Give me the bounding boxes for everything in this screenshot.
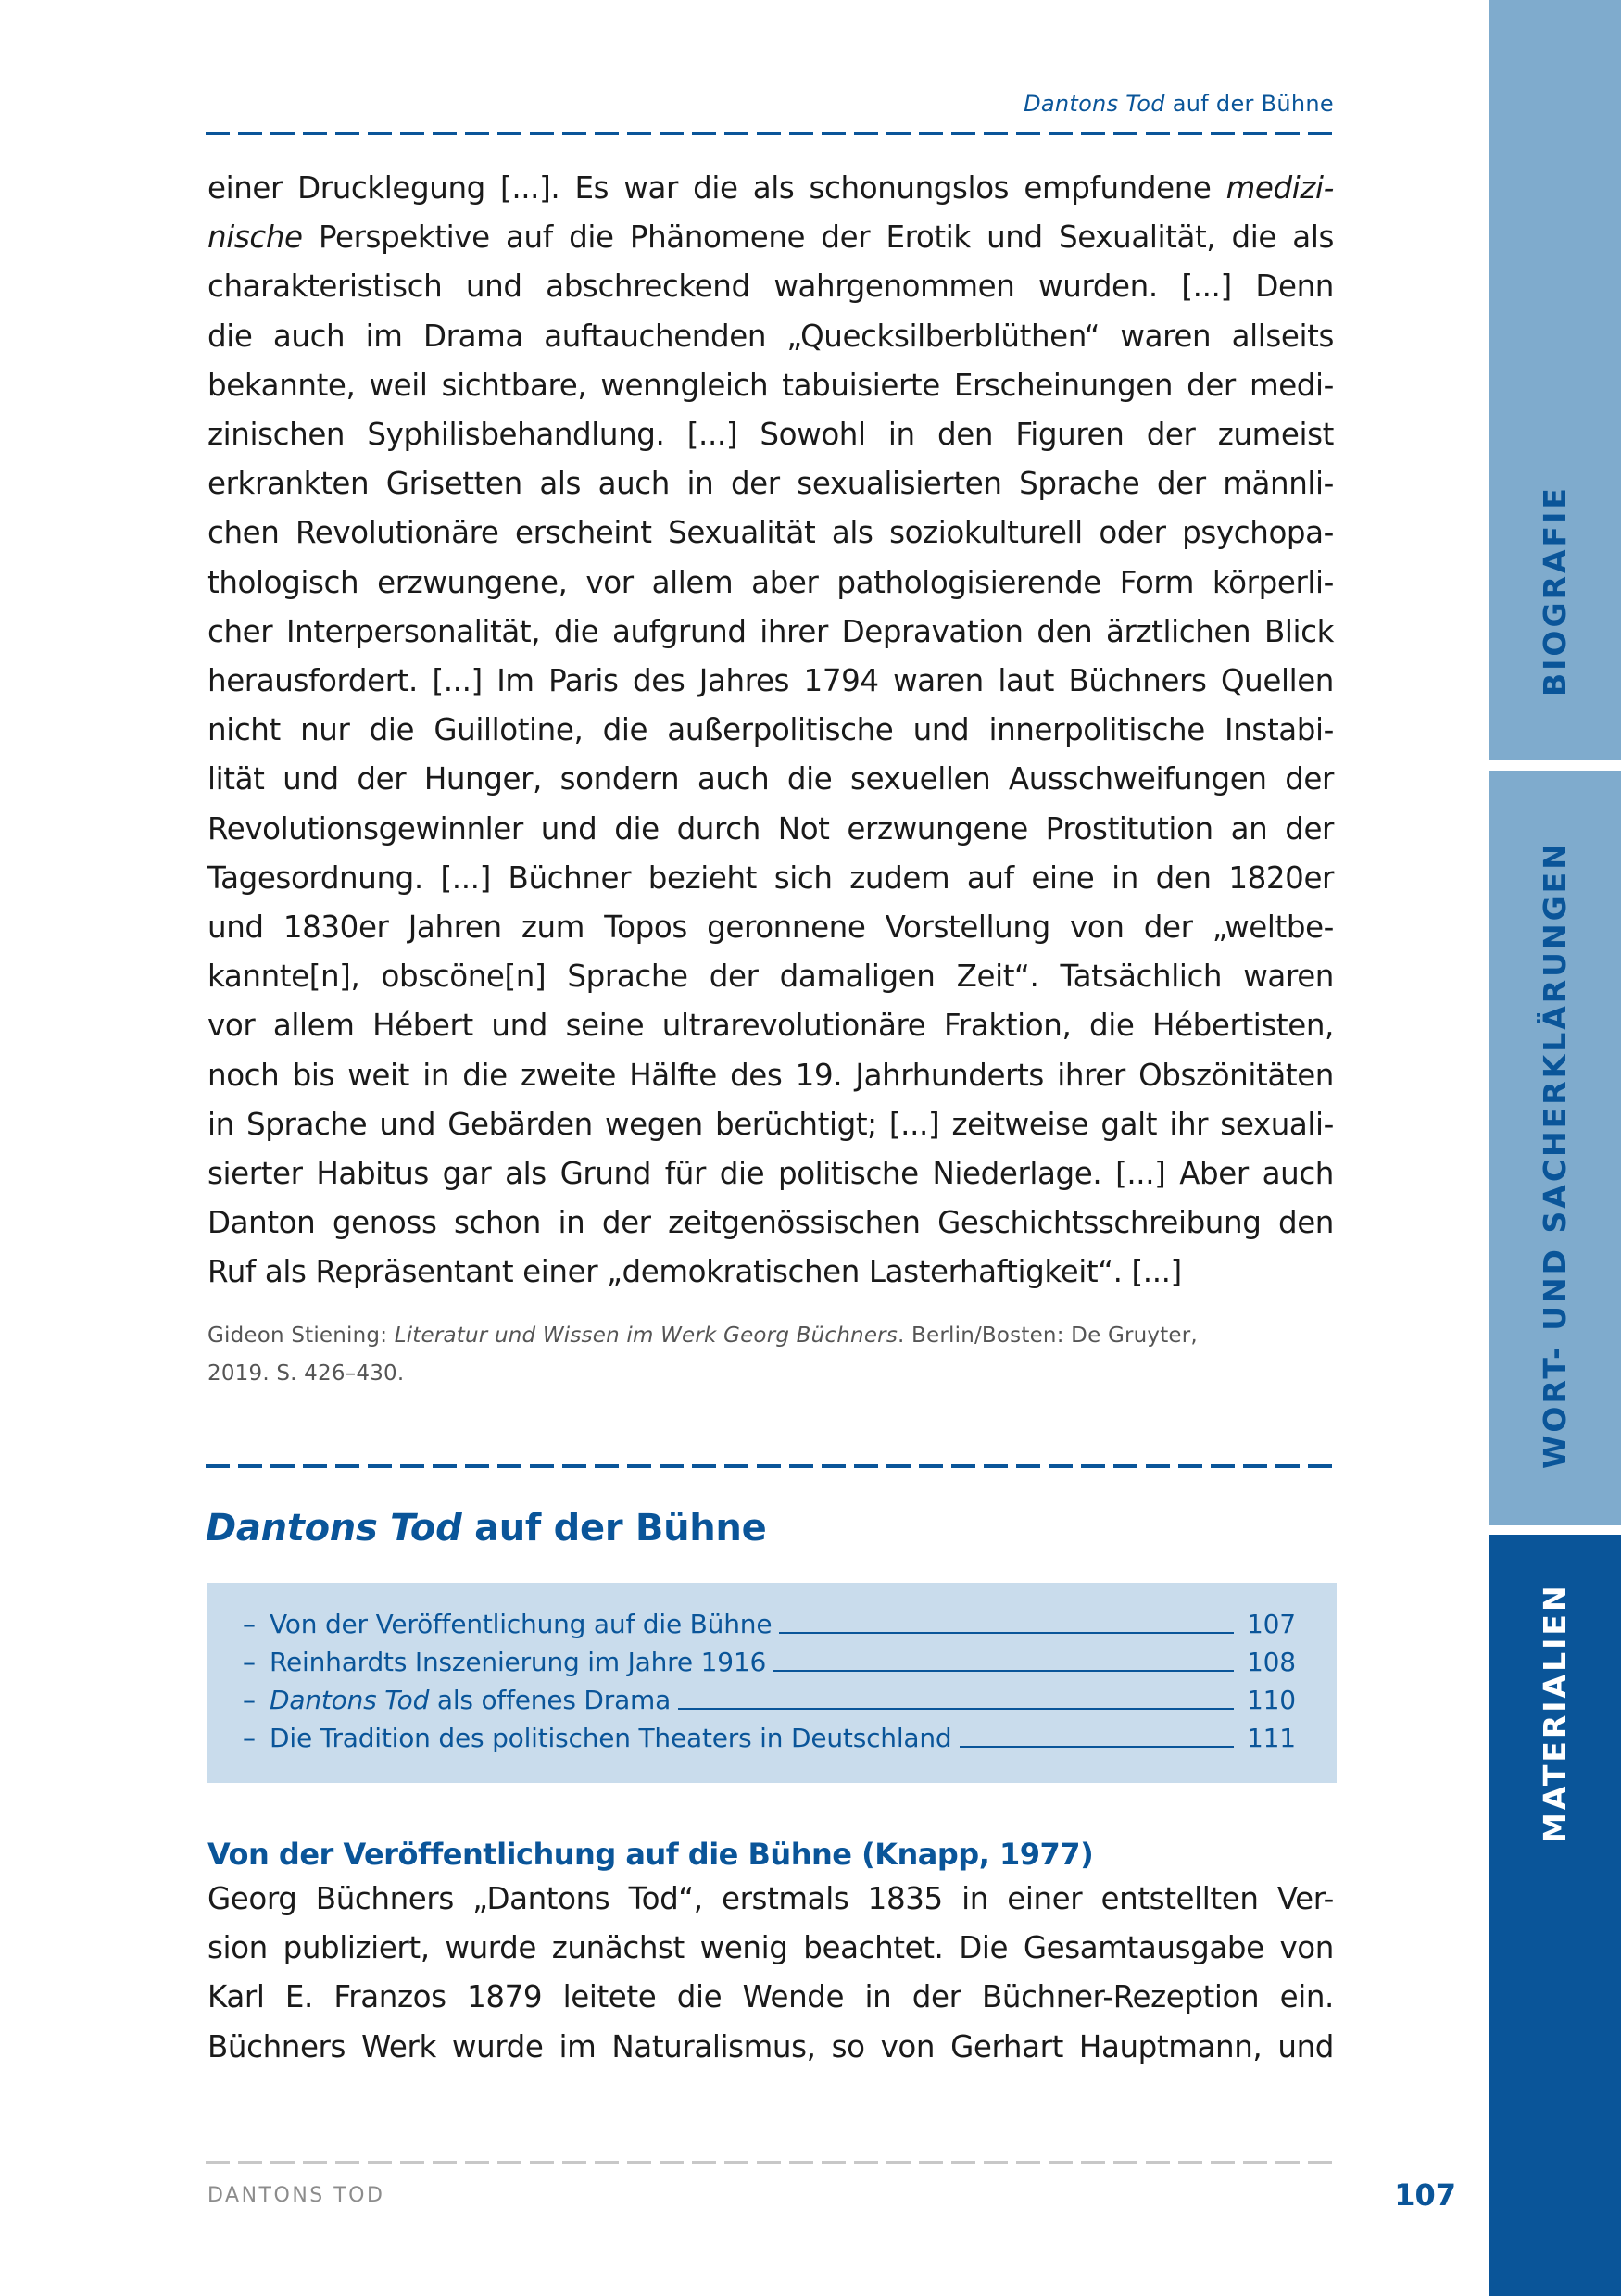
toc-label-text: Von der Veröffentlichung auf die Bühne — [270, 1609, 773, 1639]
toc-dash: – — [243, 1685, 256, 1715]
toc-item[interactable] — [243, 1643, 1295, 1681]
toc-label-text: als offenes Drama — [429, 1685, 672, 1715]
toc-page-number: 108 — [1247, 1647, 1296, 1677]
text-line — [207, 952, 1334, 1001]
text-line — [207, 213, 1334, 262]
section-heading-rest: auf der Bühne — [461, 1507, 767, 1549]
running-header-italic: Dantons Tod — [1024, 91, 1165, 117]
toc-label — [270, 1643, 766, 1681]
text-line — [207, 459, 1334, 508]
toc-label-italic: Dantons Tod — [270, 1685, 430, 1715]
side-tab-biografie[interactable] — [1489, 0, 1621, 760]
text-segment: thologisch erzwungene, vor allem aber pathologisierende Form körperli- — [207, 564, 1334, 600]
text-segment: vor allem Hébert und seine ultrarevolutionäre Fraktion, die Hébertisten, — [207, 1008, 1334, 1044]
citation-line-1 — [207, 1317, 1334, 1355]
citation-title: Literatur und Wissen im Werk Georg Büchners — [394, 1324, 898, 1348]
text-line — [207, 657, 1334, 706]
side-tab-label: MATERIALIEN — [1537, 1583, 1573, 1843]
text-segment: lität und der Hunger, sondern auch die sexuellen Ausschweifungen der — [207, 761, 1334, 797]
section-heading-italic: Dantons Tod — [206, 1507, 462, 1549]
toc-page-number: 107 — [1247, 1609, 1296, 1639]
toc-dash: – — [243, 1647, 256, 1677]
toc-leader-line — [960, 1746, 1235, 1748]
text-line — [207, 854, 1334, 903]
text-line — [207, 410, 1334, 459]
text-line: Karl E. Franzos 1879 leitete die Wende in der Büchner-Rezeption ein. — [207, 1979, 1334, 2015]
text-segment: nicht nur die Guillotine, die außerpolitische und innerpolitische Instabi- — [207, 712, 1334, 748]
toc-page-number: 111 — [1247, 1723, 1296, 1753]
toc-item[interactable] — [243, 1681, 1295, 1719]
side-tab-label: WORT- UND SACHERKLÄRUNGEN — [1537, 841, 1573, 1469]
text-segment: einer Drucklegung [...]. Es war die als schonungslos empfundene — [207, 170, 1226, 206]
text-line — [207, 361, 1334, 410]
side-tab-materialien[interactable] — [1489, 1535, 1621, 2296]
footer-dashed-rule — [206, 2161, 1334, 2164]
text-line: sion publiziert, wurde zunächst wenig beachtet. Die Gesamtausgabe von — [207, 1930, 1334, 1966]
section-dashed-rule — [206, 1464, 1334, 1468]
text-line — [207, 1198, 1334, 1248]
text-segment: bekannte, weil sichtbare, wenngleich tabuisierte Erscheinungen der medi- — [207, 367, 1334, 403]
running-header — [206, 89, 1334, 119]
text-segment: noch bis weit in die zweite Hälfte des 19. Jahrhunderts ihrer Obszönitäten — [207, 1057, 1334, 1093]
toc-label-text: Reinhardts Inszenierung im Jahre 1916 — [270, 1647, 767, 1677]
text-segment: zinischen Syphilisbehandlung. [...] Sowohl in den Figuren der zumeist — [207, 417, 1334, 453]
toc-label — [270, 1605, 772, 1643]
text-segment: die auch im Drama auftauchenden „Quecksilberblüthen“ waren allseits — [207, 318, 1334, 354]
side-tab-wort-und-sacherklaerungen[interactable] — [1489, 771, 1621, 1525]
text-segment: herausfordert. [...] Im Paris des Jahres 1794 waren laut Büchners Quellen — [207, 663, 1334, 699]
toc-label-text: Die Tradition des politischen Theaters in Deutschland — [270, 1723, 952, 1753]
text-segment: erkrankten Grisetten als auch in der sexualisierten Sprache der männli- — [207, 466, 1334, 502]
running-header-rest: auf der Bühne — [1164, 91, 1334, 117]
citation-publisher: . Berlin/Bosten: De Gruyter, — [898, 1324, 1198, 1348]
text-line — [207, 312, 1334, 361]
text-line — [207, 805, 1334, 854]
text-line — [207, 262, 1334, 311]
toc-label — [270, 1681, 671, 1719]
text-segment: charakteristisch und abschreckend wahrgenommen wurden. [...] Denn — [207, 269, 1334, 305]
text-segment: Perspektive auf die Phänomene der Erotik und Sexualität, die als — [302, 220, 1334, 256]
text-line — [207, 508, 1334, 558]
toc-box — [207, 1583, 1337, 1783]
side-tab-label: BIOGRAFIE — [1537, 485, 1573, 696]
text-segment: cher Interpersonalität, die aufgrund ihrer Depravation den ärztlichen Blick — [207, 613, 1334, 649]
subsection-text — [207, 1875, 1334, 2072]
text-line — [207, 608, 1334, 657]
toc-leader-line — [678, 1708, 1234, 1710]
text-segment: und 1830er Jahren zum Topos geronnene Vorstellung von der „weltbe- — [207, 910, 1334, 946]
text-line — [207, 1248, 1334, 1297]
text-line — [207, 755, 1334, 804]
text-segment: Revolutionsgewinnler und die durch Not erzwungene Prostitution an der — [207, 810, 1334, 847]
text-line — [207, 903, 1334, 952]
text-segment: kannte[n], obscöne[n] Sprache der damaligen Zeit“. Tatsächlich waren — [207, 959, 1334, 995]
subsection-heading: Von der Veröffentlichung auf die Bühne (Knapp, 1977) — [207, 1837, 1094, 1872]
toc-item[interactable] — [243, 1605, 1295, 1643]
text-segment: sierter Habitus gar als Grund für die politische Niederlage. [...] Aber auch — [207, 1156, 1334, 1192]
text-line — [207, 1100, 1334, 1149]
text-segment: in Sprache und Gebärden wegen berüchtigt; [...] zeitweise galt ihr sexuali- — [207, 1106, 1334, 1142]
citation — [207, 1317, 1334, 1393]
italic-text: medizi- — [1225, 170, 1334, 206]
text-line — [207, 1149, 1334, 1198]
italic-text: nische — [207, 220, 303, 256]
text-segment: Danton genoss schon in der zeitgenössischen Geschichtsschreibung den — [207, 1205, 1334, 1241]
text-line — [207, 164, 1334, 213]
header-dashed-rule — [206, 132, 1334, 135]
citation-line-2: 2019. S. 426–430. — [207, 1361, 405, 1386]
footer-book-title: DANTONS TOD — [207, 2184, 385, 2207]
text-segment: Ruf als Repräsentant einer „demokratischen Lasterhaftigkeit“. [...] — [207, 1254, 1182, 1290]
text-segment: Tagesordnung. [...] Büchner bezieht sich zudem auf eine in den 1820er — [207, 859, 1334, 896]
toc-dash: – — [243, 1609, 256, 1639]
toc-leader-line — [773, 1670, 1234, 1672]
text-line: Büchners Werk wurde im Naturalismus, so von Gerhart Hauptmann, und — [207, 2028, 1334, 2064]
text-line — [207, 1001, 1334, 1050]
toc-item[interactable] — [243, 1719, 1295, 1757]
toc-page-number: 110 — [1247, 1685, 1296, 1715]
quote-text — [207, 164, 1334, 1298]
toc-dash: – — [243, 1723, 256, 1753]
text-segment: chen Revolutionäre erscheint Sexualität als soziokulturell oder psychopa- — [207, 515, 1334, 551]
section-heading — [206, 1504, 766, 1552]
text-line: Georg Büchners „Dantons Tod“, erstmals 1835 in einer entstellten Ver- — [207, 1881, 1334, 1916]
citation-author: Gideon Stiening: — [207, 1324, 395, 1348]
text-line — [207, 1051, 1334, 1100]
text-line — [207, 558, 1334, 608]
text-line — [207, 706, 1334, 755]
footer-page-number: 107 — [1394, 2177, 1456, 2213]
toc-leader-line — [779, 1632, 1234, 1634]
toc-label — [270, 1719, 952, 1757]
